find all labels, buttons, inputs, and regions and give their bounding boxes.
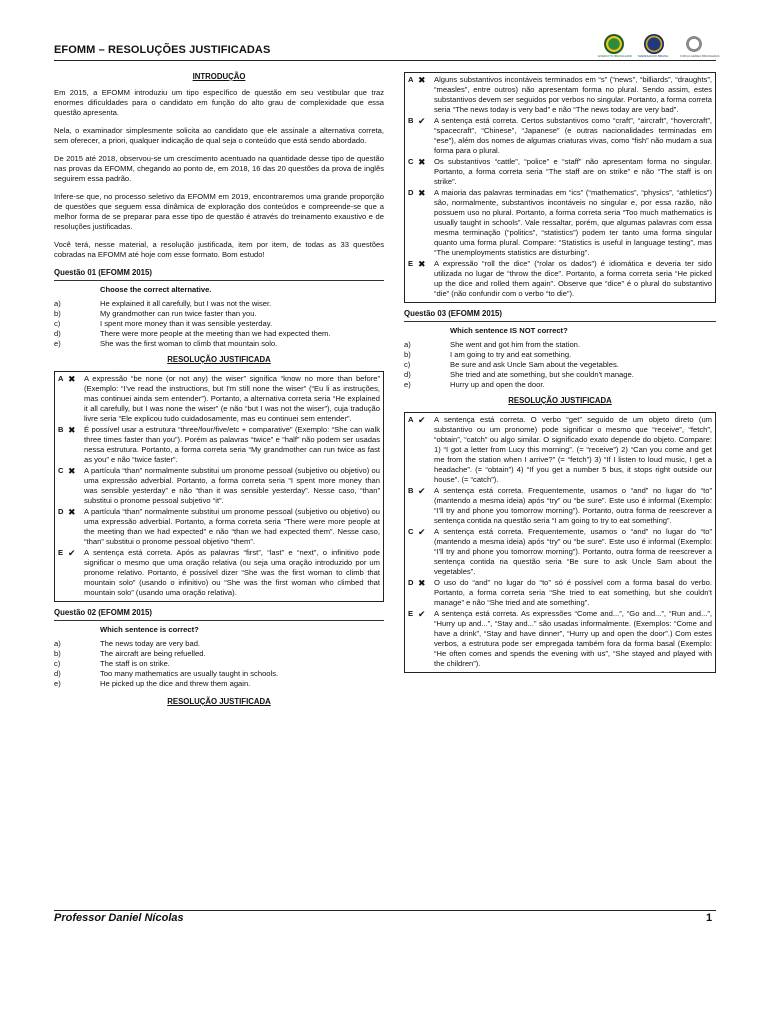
answer-letter: B [408,486,414,495]
resolution-title: RESOLUÇÃO JUSTIFICADA [508,396,612,405]
option [54,329,384,339]
airforce-logo-icon [684,34,704,54]
option-text: The news today are very bad. [100,639,201,648]
answer-box [404,412,716,673]
option-text: She tried and ate something, but she couldn't manage. [450,370,634,379]
answer-letter: B [408,116,414,125]
option-text: She went and got him from the station. [450,340,581,349]
option [404,340,716,350]
header-logos [596,34,720,58]
option [54,339,384,349]
answer-letter: A [408,415,414,424]
option [54,669,384,679]
question-options [404,340,716,390]
answer-letter: D [408,188,414,197]
resolution-title: RESOLUÇÃO JUSTIFICADA [167,355,271,364]
option-text: Be sure and ask Uncle Sam about the vegetables. [450,360,619,369]
answer-text: É possível usar a estrutura “three/four/five/etc + comparative” (Exemplo: “She can walk three times faster than you”). Porém as palavras “twice” e “half” não podem ser usadas nessa estrutura. Portanto, a forma correta seria “My grandmother can run twice as fast as you” e não “twice faster”. [84,425,380,464]
header-title: EFOMM – RESOLUÇÕES JUSTIFICADAS [54,44,271,56]
option-letter: e) [54,339,61,348]
answer-text: Os substantivos “cattle”, “police” e “staff” não apresentam forma no singular. Portanto, a forma correta seria “The staff are on strike” e não “The staff is on strike”. [434,157,712,186]
answer-row [58,466,380,506]
option-text: There were more people at the meeting than we had expected them. [100,329,331,338]
answer-text: A sentença está correta. Frequentemente, usamos o “and” no lugar do “to” (mantendo a mesma ideia) após “try” ou “be sure”. Este uso é informal (Exemplo: “I'll try and phone you tomorrow morning”). Portanto, outra forma de reescrever a sentença contida na questão seria “I am going to try to eat something”. [434,486,712,525]
option [54,319,384,329]
wrong-mark-icon: ✖ [68,374,76,384]
answer-row [58,548,380,598]
option [54,679,384,689]
intro-paragraph: Você terá, nesse material, a resolução justificada, item por item, de todas as 33 questões cobradas na EFOMM até hoje com esse formato. Bom estudo! [54,240,384,259]
option-letter: d) [404,370,411,379]
answer-row [408,609,712,669]
option-letter: e) [404,380,411,389]
option-letter: b) [404,350,411,359]
answer-letter: E [58,548,64,557]
option-letter: d) [54,669,61,678]
check-mark-icon: ✔ [418,609,426,619]
option [54,639,384,649]
wrong-mark-icon: ✖ [68,507,76,517]
answer-text: A sentença está correta. As expressões “Come and...”, “Go and...”, “Run and...”, “Hurry up and...”, “Stay and...” são usadas informalmente. (Exemplos: “Come and have a drink”, “Stay and have dinner”, “Hurry up and open the door”.) Com estes verbos, a estrutura pode ser empregada também fora da forma basal (Exemplo: “He often comes and spends the evening with us”, “She stayed and played with the children”). [434,609,712,668]
answer-row [408,188,712,258]
answer-letter: C [58,466,64,475]
question-title: Questão 02 (EFOMM 2015) [54,608,384,621]
answer-text: A maioria das palavras terminadas em “ics” (“mathematics”, “physics”, “athletics”) são, normalmente, substantivos incontáveis no singular e, por essa razão, não possuem uso no plural. Portanto, a forma correta seria “Too much mathematics is usually taught in schools”. Vale ressaltar, porém, que algumas palavras com essa mesma terminação (“politics”, “statistics”) podem ter tanto uma forma singular quanto uma forma plural. Compare: “Statistics is useful in language testing”, mas “The unemployments statistics are disturbing”. [434,188,712,257]
army-logo-icon [604,34,624,54]
answer-letter: E [408,259,414,268]
intro-paragraph: Em 2015, a EFOMM introduziu um tipo específico de questão em seu vestibular que traz enormes dificuldades para o candidato em função do alto grau de complexidade que essa questão apresenta. [54,88,384,117]
answer-text: A sentença está correta. O verbo “get” seguido de um objeto direto (um substantivo ou um pronome) pode significar o mesmo que “receive”, “fetch”, “obtain”, “catch” ou algo similar. O significado exato depende do objeto. Compare: 1) “I got a letter from Lucy this morning”. (= “receive”) 2) “Can you come and get me from the station when I arrive?” (= “fetch”) 3) “If I listen to loud music, I get a headache”. (= “obtain”) 4) “If you get a number 5 bus, it stops right outside our house”. (= “catch”). [434,415,712,484]
question-prompt: Which sentence is correct? [100,625,199,634]
option [404,360,716,370]
answer-box [404,72,716,303]
wrong-mark-icon: ✖ [418,75,426,85]
option-letter: c) [404,360,411,369]
answer-text: A sentença está correta. Após as palavras “first”, “last” e “next”, o infinitivo pode significar o mesmo que uma oração relativa (ou seja uma oração introduzido por um pronome relativo. Portanto, é possível dizer “She was the first woman to climb that mountain solo” (usando o infinitivo) ou “She was the first woman who climbed that mountain solo” (usando uma oração relativa). [84,548,380,597]
footer-rule [54,910,716,911]
answer-text: A sentença está correta. Certos substantivos como “craft”, “aircraft”, “hovercraft”, “spacecraft”, “Chinese”, “Japanese” (e outras nacionalidades terminadas em “ese”), além dos nomes de algumas criaturas vivas, como “fish” não mudam a sua forma para o plural. [434,116,712,155]
answer-row [408,259,712,299]
check-mark-icon: ✔ [418,116,426,126]
answer-row [408,486,712,526]
option [54,299,384,309]
answer-row [408,415,712,485]
question-title: Questão 03 (EFOMM 2015) [404,309,716,322]
answer-text: A expressão “roll the dice” (“rolar os dados”) é idiomática e deveria ter sido utilizada no lugar de “throw the dice”. Portanto, a forma correta seria “He picked up the dice and rolled them again”. Observe que “dice” é o plural do substantivo “die” (não confundir com o verbo “to die”). [434,259,712,298]
answer-letter: C [408,157,414,166]
option [404,380,716,390]
option-letter: a) [54,299,61,308]
question-prompt: Which sentence IS NOT correct? [450,326,568,335]
option-letter: e) [54,679,61,688]
option-text: Hurry up and open the door. [450,380,545,389]
answer-letter: A [58,374,64,383]
check-mark-icon: ✔ [68,548,76,558]
right-column [404,72,716,679]
question-options [54,299,384,349]
intro-paragraph: De 2015 até 2018, observou-se um crescimento acentuado na quantidade desse tipo de questão nas provas da EFOMM, chegando ao ponto de, em 2018, 16 das 20 questões da prova de inglês seguirem essa padrão. [54,154,384,183]
answer-letter: B [58,425,64,434]
answer-text: A expressão “be none (or not any) the wiser” significa “know no more than before” (Exemplo: “I've read the instructions, but I'm still none the wiser” (“Eu li as instruções, mas continuei ainda sem entender”). Portanto, a alternativa correta seria “He explained it all carefully, but I was none the wiser” (e não “but I was not the wiser”), cuja tradução livre seria “Ele explicou tudo cuidadosamente, mas eu continuei sem entender”. [84,374,380,423]
option-text: The staff is on strike. [100,659,170,668]
answer-letter: D [58,507,64,516]
answer-text: A partícula “than” normalmente substitui um pronome pessoal (subjetivo ou objetivo) ou uma expressão adverbial. Portanto, a forma correta seria “There were more people at the meeting than we had expected” e não “than we had expected them”. Nesse caso, “than” substitui o pronome pessoal objetivo “them”. [84,507,380,546]
wrong-mark-icon: ✖ [418,157,426,167]
answer-row [58,374,380,424]
question-title: Questão 01 (EFOMM 2015) [54,268,384,281]
option [404,350,716,360]
intro-paragraph: Nela, o examinador simplesmente solicita ao candidato que ele assinale a alternativa correta, sem oferecer, a priori, qualquer indicação de qual seja o conteúdo que está sendo abordado. [54,126,384,145]
option-text: Too many mathematics are usually taught in schools. [100,669,279,678]
wrong-mark-icon: ✖ [418,259,426,269]
check-mark-icon: ✔ [418,486,426,496]
option-text: He picked up the dice and threw them again. [100,679,251,688]
option [54,659,384,669]
check-mark-icon: ✔ [418,527,426,537]
header-rule [54,60,716,61]
answer-text: Alguns substantivos incontáveis terminados em “s” (“news”, “billiards”, “draughts”, “measles”, entre outros) não apresentam forma no plural. Sendo assim, estes substantivos devem ser seguidos por verbos no singular. Portanto, a forma correta seria “The news today is very bad” e não “The news today are very bad”. [434,75,712,114]
answer-letter: C [408,527,414,536]
answer-letter: E [408,609,414,618]
option-letter: c) [54,319,61,328]
intro-paragraph: Infere-se que, no processo seletivo da EFOMM em 2019, encontraremos uma grande proporção de questões que seguem essa dinâmica de exploração dos conteúdos e compreende-se que a melhor forma de se preparar para esse tipo de questão é através do treinamento exaustivo e de resoluções justificadas. [54,192,384,231]
option-letter: d) [54,329,61,338]
airforce-logo-text: FORÇA AÉREA BRASILEIRA [680,54,720,58]
navy-logo-icon [644,34,664,54]
option-letter: a) [54,639,61,648]
answer-text: O uso do “and” no lugar do “to” só é possível com a forma basal do verbo. Portanto, a forma correta seria “She tried to eat something, but she couldn't manage” e não “She tried and ate something”. [434,578,712,607]
footer-author: Professor Daniel Nícolas [54,912,184,924]
intro-title: INTRODUÇÃO [192,72,246,81]
option [54,649,384,659]
answer-row [408,116,712,156]
resolution-title: RESOLUÇÃO JUSTIFICADA [167,697,271,706]
answer-row [58,507,380,547]
option [404,370,716,380]
option-text: He explained it all carefully, but I was not the wiser. [100,299,272,308]
answer-row [408,75,712,115]
answer-letter: D [408,578,414,587]
option-letter: b) [54,649,61,658]
navy-logo-text: MARINHA DO BRASIL [638,54,669,58]
option-text: I spent more money than it was sensible yesterday. [100,319,273,328]
answer-text: A partícula “than” normalmente substitui um pronome pessoal (subjetivo ou objetivo) ou uma expressão adverbial. Portanto, a forma correta seria “I spent more money than was sensible yesterday” e não “than it was sensible yesterday”. Nesse caso, “than” substitui o pronome pessoal subjetivo “it”. [84,466,380,505]
wrong-mark-icon: ✖ [68,466,76,476]
answer-row [408,157,712,187]
left-column [54,72,384,713]
wrong-mark-icon: ✖ [68,425,76,435]
check-mark-icon: ✔ [418,415,426,425]
answer-row [408,527,712,577]
option-text: She was the first woman to climb that mountain solo. [100,339,278,348]
question-prompt: Choose the correct alternative. [100,285,212,294]
answer-row [408,578,712,608]
answer-letter: A [408,75,414,84]
option-text: I am going to try and eat something. [450,350,572,359]
wrong-mark-icon: ✖ [418,578,426,588]
army-logo-text: EXÉRCITO BRASILEIRO [598,54,633,58]
answer-text: A sentença está correta. Frequentemente, usamos o “and” no lugar do “to” (mantendo a mesma ideia) após “try” ou “be sure”. Este uso é informal (Exemplo: “I'll try and phone you tomorrow morning”). Portanto, outra forma de reescrever a sentença contida na questão seria “Be sure to ask Uncle Sam about the vegetables”. [434,527,712,576]
option-text: The aircraft are being refuelled. [100,649,206,658]
option-letter: a) [404,340,411,349]
option-text: My grandmother can run twice faster than you. [100,309,257,318]
answer-row [58,425,380,465]
page-number: 1 [706,912,713,924]
question-options [54,639,384,689]
option-letter: b) [54,309,61,318]
wrong-mark-icon: ✖ [418,188,426,198]
option-letter: c) [54,659,61,668]
answer-box [54,371,384,602]
option [54,309,384,319]
